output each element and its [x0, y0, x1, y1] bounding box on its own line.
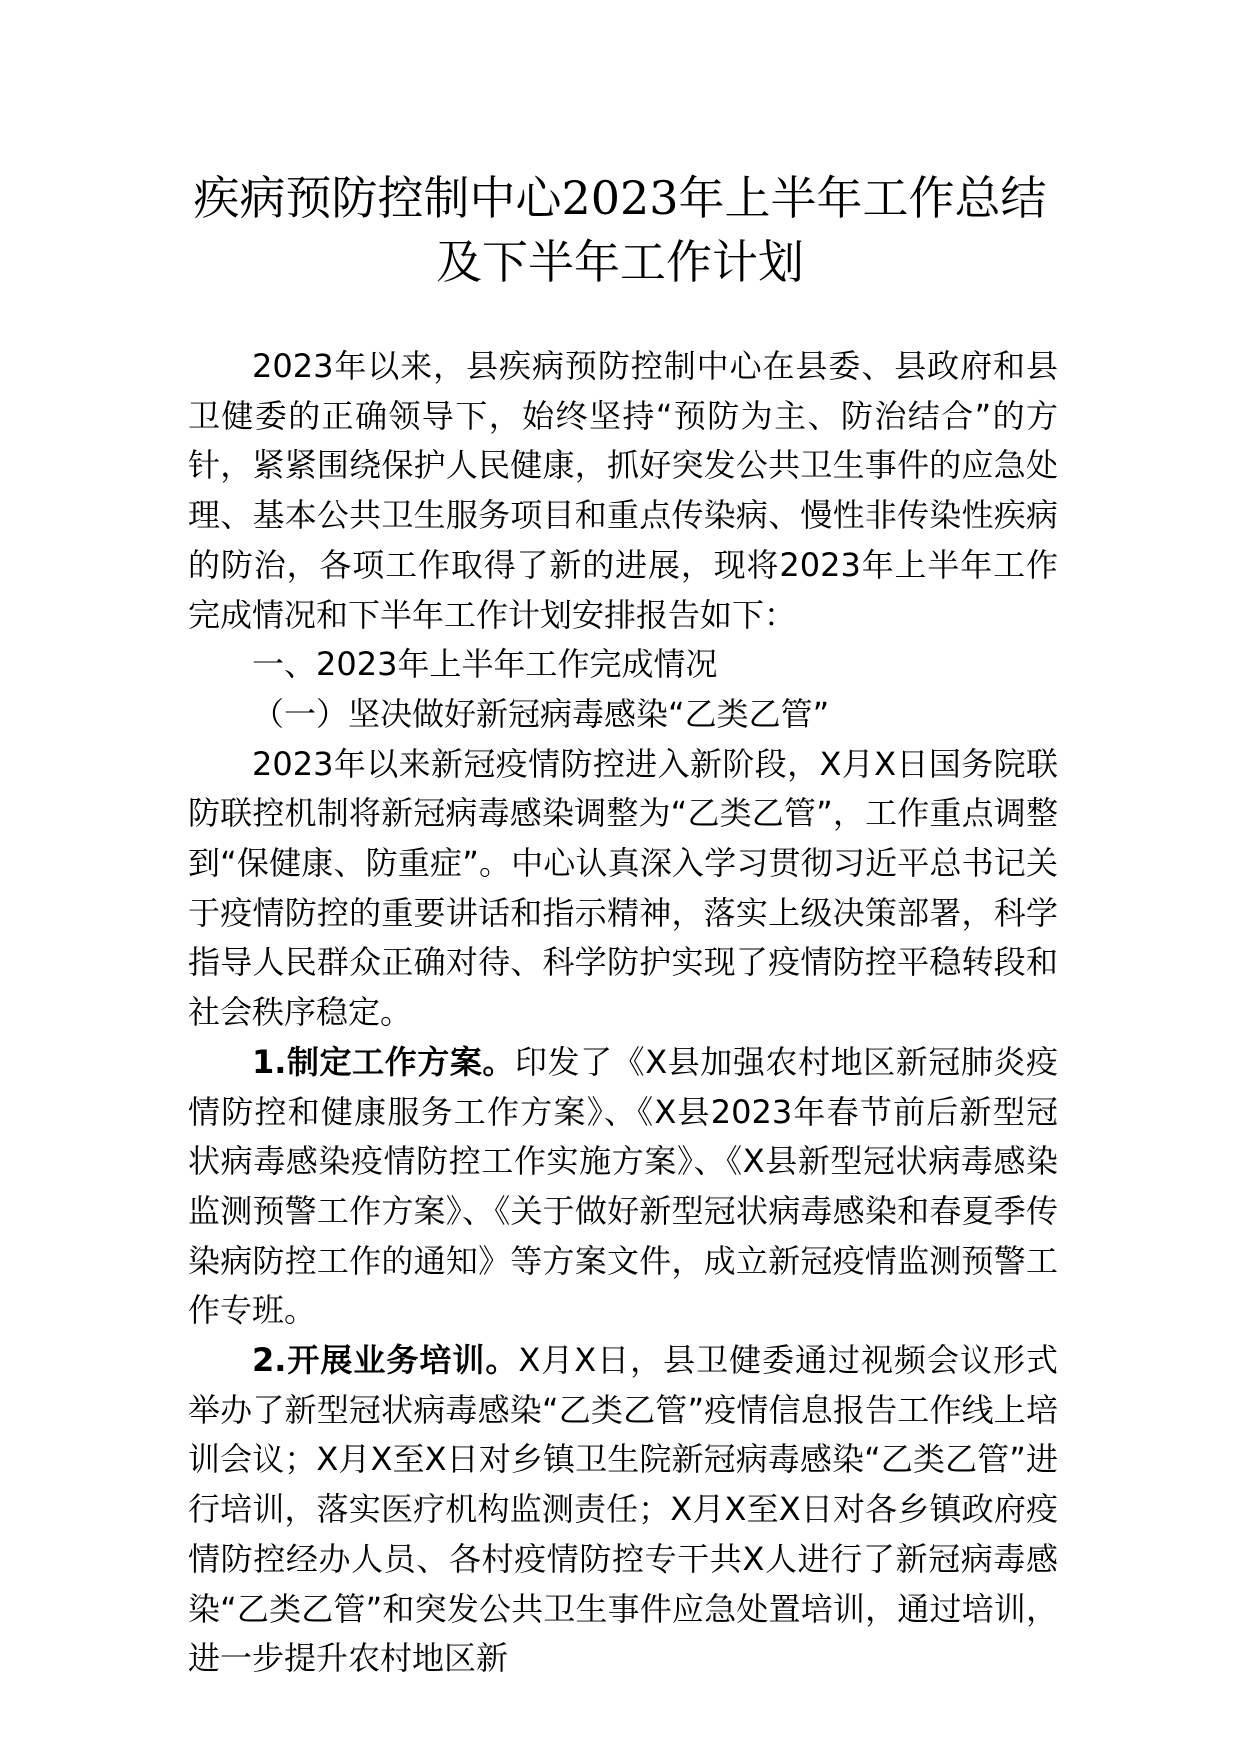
- item-1-text: 印发了《X县加强农村地区新冠肺炎疫情防控和健康服务工作方案》、《X县2023年春节前后新型冠状病毒感染疫情防控工作实施方案》、《X县新型冠状病毒感染监测预警工作方案》、《关于做好新型冠状病毒感染和春夏季传染病防控工作的通知》等方案文件，成立新冠疫情监测预警工作专班。: [188, 1042, 1058, 1330]
- document-title-line-1: 疾病预防控制中心2023年上半年工作总结: [193, 171, 1047, 225]
- document-body: [188, 342, 1058, 1684]
- item-2-text: X月X日，县卫健委通过视频会议形式举办了新型冠状病毒感染“乙类乙管”疫情信息报告工作线上培训会议；X月X至X日对乡镇卫生院新冠病毒感染“乙类乙管”进行培训，落实医疗机构监测责任；X月X至X日对各乡镇政府疫情防控经办人员、各村疫情防控专干共X人进行了新冠病毒感染“乙类乙管”和突发公共卫生事件应急处置培训，通过培训，进一步提升农村地区新: [188, 1341, 1058, 1678]
- item-1-lead: 1.制定工作方案。: [252, 1042, 515, 1081]
- section-heading: 一、2023年上半年工作完成情况: [252, 645, 718, 684]
- item-1-paragraph: [188, 1038, 1058, 1336]
- item-2-paragraph: [188, 1336, 1058, 1684]
- item-2-lead: 2.开展业务培训。: [252, 1341, 519, 1380]
- document-title-line-2: 及下半年工作计划: [436, 235, 804, 289]
- intro-paragraph: 2023年以来，县疾病预防控制中心在县委、县政府和县卫健委的正确领导下，始终坚持“预防为主、防治结合”的方针，紧紧围绕保护人民健康，抓好突发公共卫生事件的应急处理、基本公共卫生服务项目和重点传染病、慢性非传染性疾病的防治，各项工作取得了新的进展，现将2023年上半年工作完成情况和下半年工作计划安排报告如下：: [188, 347, 1058, 634]
- subsection-heading: （一）坚决做好新冠病毒感染“乙类乙管”: [252, 694, 830, 733]
- subsection-paragraph: 2023年以来新冠疫情防控进入新阶段，X月X日国务院联防联控机制将新冠病毒感染调整为“乙类乙管”，工作重点调整到“保健康、防重症”。中心认真深入学习贯彻习近平总书记关于疫情防控的重要讲话和指示精神，落实上级决策部署，科学指导人民群众正确对待、科学防护实现了疫情防控平稳转段和社会秩序稳定。: [188, 744, 1058, 1032]
